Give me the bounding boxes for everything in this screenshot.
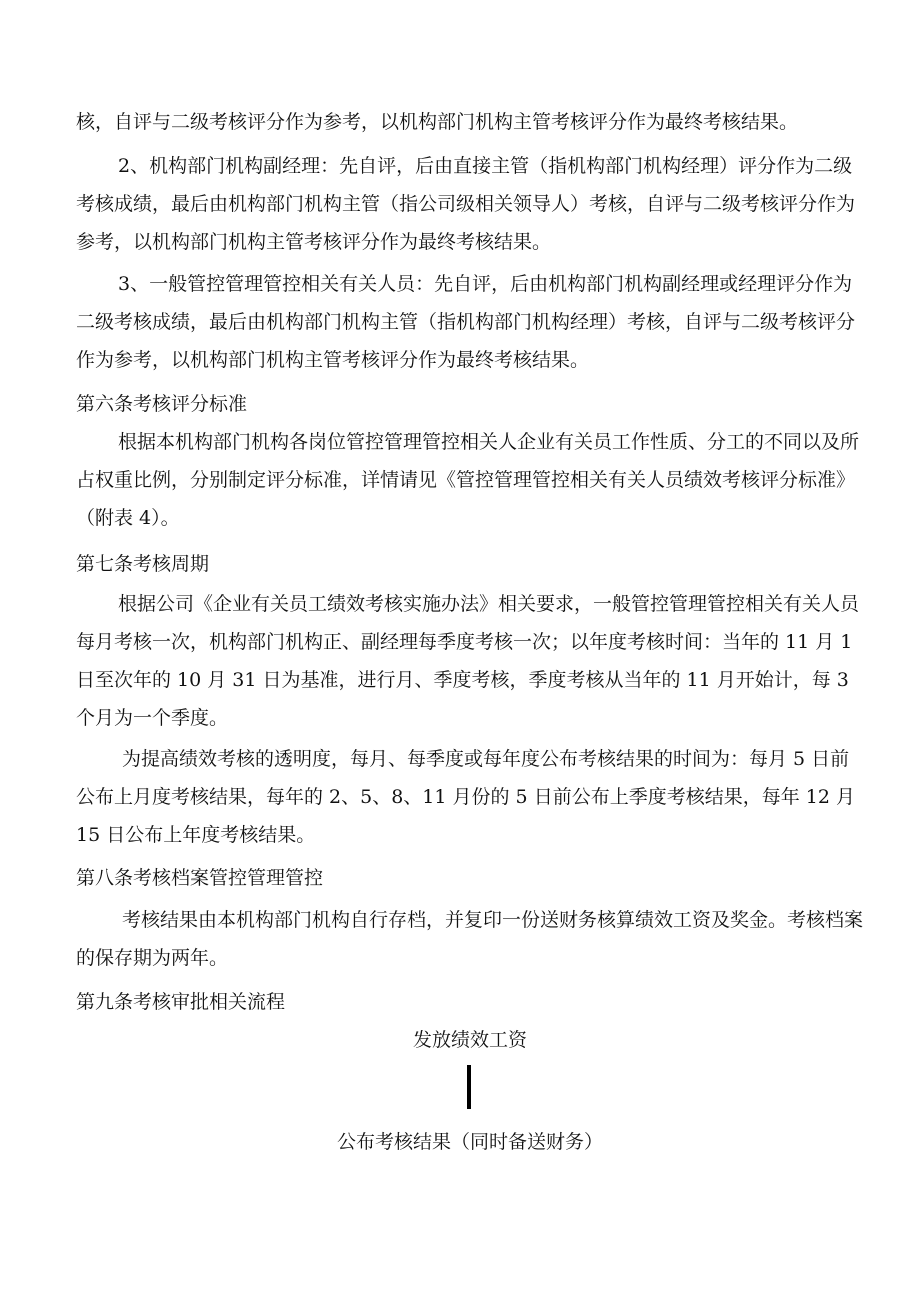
flow-connector-line bbox=[467, 1065, 471, 1109]
heading-article-9: 第九条考核审批相关流程 bbox=[76, 991, 286, 1013]
paragraph-article-7-cycle: 根据公司《企业有关员工绩效考核实施办法》相关要求，一般管控管理管控相关有关人员每月考核一次，机构部门机构正、副经理每季度考核一次；以年度考核时间：当年的 11 月 1 日至次年的 10 月 31 日为基准，进行月、季度考核，季度考核从当年的 11 月开始计，每 3 个月为一个季度。 bbox=[76, 593, 860, 729]
paragraph-article-8: 考核结果由本机构部门机构自行存档，并复印一份送财务核算绩效工资及奖金。考核档案的保存期为两年。 bbox=[76, 909, 864, 969]
flow-node-publish-results: 公布考核结果（同时备送财务） bbox=[336, 1131, 603, 1153]
heading-article-6: 第六条考核评分标准 bbox=[76, 393, 248, 415]
flow-node-pay-performance-salary: 发放绩效工资 bbox=[412, 1029, 527, 1051]
paragraph-continuation: 核，自评与二级考核评分作为参考，以机构部门机构主管考核评分作为最终考核结果。 bbox=[76, 111, 799, 133]
paragraph-general-staff: 3、一般管控管理管控相关有关人员：先自评，后由机构部门机构副经理或经理评分作为二级考核成绩，最后由机构部门机构主管（指机构部门机构经理）考核，自评与二级考核评分作为参考，以机构部门机构主管考核评分作为最终考核结果。 bbox=[76, 273, 856, 371]
paragraph-article-6: 根据本机构部门机构各岗位管控管理管控相关人企业有关员工作性质、分工的不同以及所占权重比例，分别制定评分标准，详情请见《管控管理管控相关有关人员绩效考核评分标准》（附表 4）。 bbox=[76, 431, 860, 529]
paragraph-deputy-manager: 2、机构部门机构副经理：先自评，后由直接主管（指机构部门机构经理）评分作为二级考核成绩，最后由机构部门机构主管（指公司级相关领导人）考核，自评与二级考核评分作为参考，以机构部门机构主管考核评分作为最终考核结果。 bbox=[76, 155, 856, 253]
paragraph-article-7-publish: 为提高绩效考核的透明度，每月、每季度或每年度公布考核结果的时间为：每月 5 日前公布上月度考核结果，每年的 2、5、8、11 月份的 5 日前公布上季度考核结果，每年 12 月 15 日公布上年度考核结果。 bbox=[76, 748, 855, 846]
heading-article-8: 第八条考核档案管控管理管控 bbox=[76, 867, 324, 889]
heading-article-7: 第七条考核周期 bbox=[76, 553, 210, 575]
